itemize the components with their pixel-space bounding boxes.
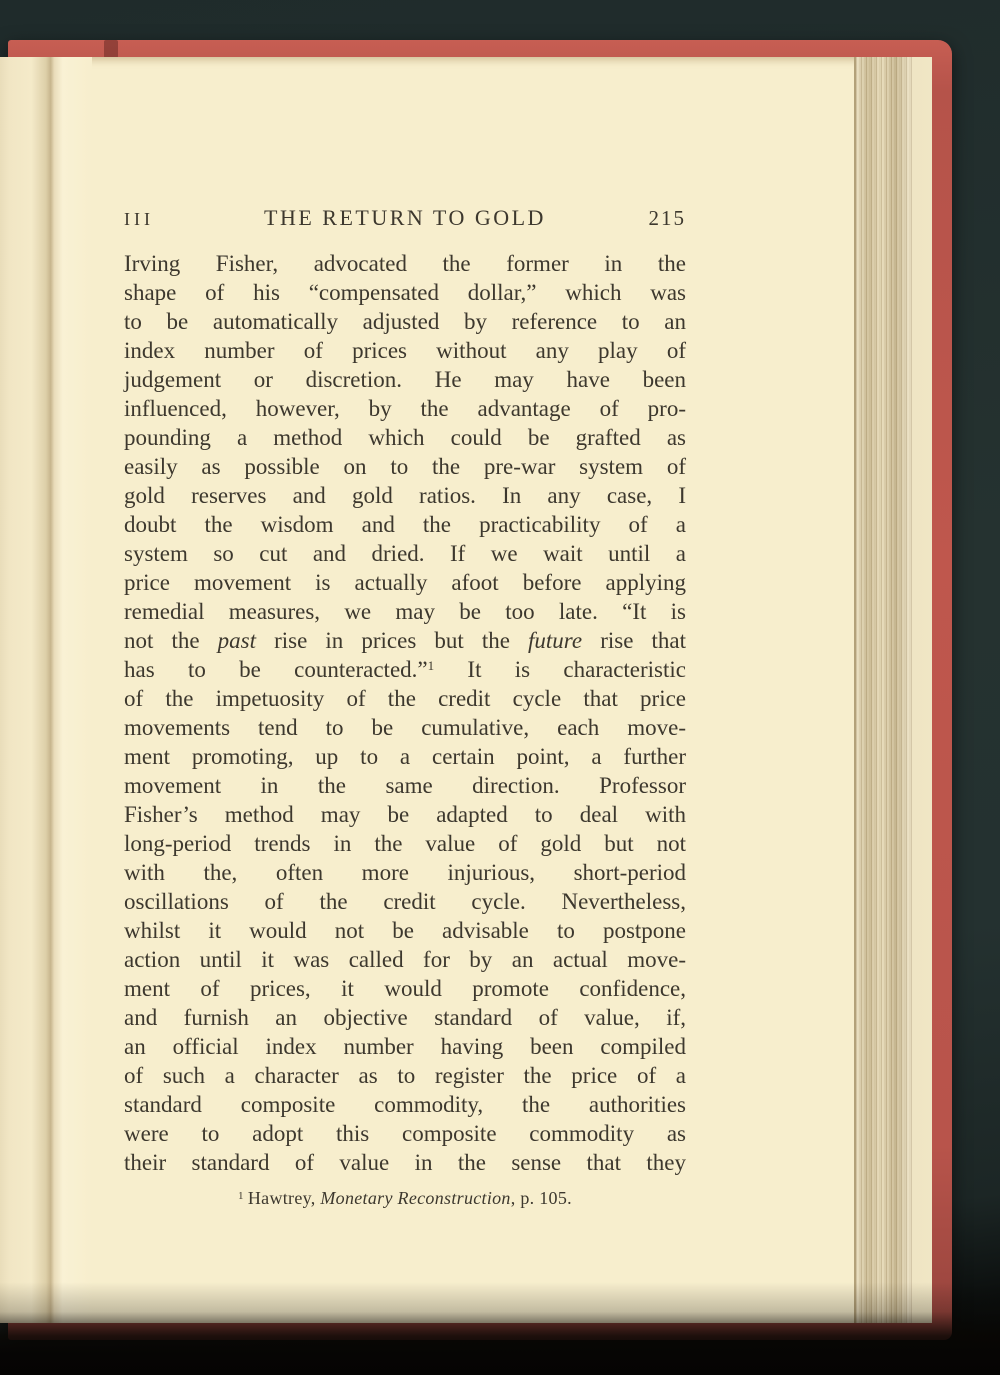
printed-page — [124, 205, 686, 1210]
text-line: system so cut and dried. If we wait until a — [124, 541, 686, 566]
text-line: remedial measures, we may be too late. “It is — [124, 599, 686, 624]
cover-hinge-notch — [104, 40, 118, 58]
text-line: their standard of value in the sense that they — [124, 1150, 686, 1175]
running-head — [124, 205, 686, 231]
page-edges-texture — [854, 57, 912, 1323]
text-line: to be automatically adjusted by reference to an — [124, 309, 686, 334]
text-line: movements tend to be cumulative, each move- — [124, 715, 686, 740]
body-text — [124, 249, 686, 1177]
text-line: index number of prices without any play of — [124, 338, 686, 363]
text-line: judgement or discretion. He may have been — [124, 367, 686, 392]
text-line: and furnish an objective standard of value, if, — [124, 1005, 686, 1030]
text-line: an official index number having been compiled — [124, 1034, 686, 1059]
text-line: ment of prices, it would promote confidence, — [124, 976, 686, 1001]
text-line: movement in the same direction. Professor — [124, 773, 686, 798]
footnote — [124, 1186, 686, 1210]
chapter-numeral: III — [124, 209, 154, 229]
text-line: ment promoting, up to a certain point, a further — [124, 744, 686, 769]
text-line: long-period trends in the value of gold but not — [124, 831, 686, 856]
page-gutter-fold — [0, 57, 92, 1323]
text-line: were to adopt this composite commodity as — [124, 1121, 686, 1146]
text-line: whilst it would not be advisable to postpone — [124, 918, 686, 943]
footnote-author: Hawtrey, — [247, 1188, 321, 1208]
footnote-marker: 1 — [238, 1190, 244, 1202]
text-line: pounding a method which could be grafted as — [124, 425, 686, 450]
running-title: THE RETURN TO GOLD — [264, 205, 546, 230]
text-line: not the past rise in prices but the future rise that — [124, 628, 686, 653]
text-line: easily as possible on to the pre-war system of — [124, 454, 686, 479]
text-line: has to be counteracted.”$^1$ It is characteristic — [124, 657, 686, 682]
text-line: of such a character as to register the price of a — [124, 1063, 686, 1088]
text-line: oscillations of the credit cycle. Nevertheless, — [124, 889, 686, 914]
text-line: with the, often more injurious, short-period — [124, 860, 686, 885]
text-line: influenced, however, by the advantage of pro- — [124, 396, 686, 421]
text-line: action until it was called for by an actual move- — [124, 947, 686, 972]
text-line: of the impetuosity of the credit cycle that price — [124, 686, 686, 711]
text-line: gold reserves and gold ratios. In any case, I — [124, 483, 686, 508]
text-line: price movement is actually afoot before applying — [124, 570, 686, 595]
page-edges — [854, 57, 932, 1323]
footnote-work-title: Monetary Reconstruction — [320, 1188, 511, 1208]
text-line: shape of his “compensated dollar,” which was — [124, 280, 686, 305]
text-line: doubt the wisdom and the practicability of a — [124, 512, 686, 537]
footnote-page-ref: , p. 105. — [510, 1188, 572, 1208]
text-line: Fisher’s method may be adapted to deal with — [124, 802, 686, 827]
page-number: 215 — [648, 206, 686, 230]
text-line: standard composite commodity, the authorities — [124, 1092, 686, 1117]
book-pages — [0, 57, 932, 1323]
text-line: Irving Fisher, advocated the former in the — [124, 251, 686, 276]
